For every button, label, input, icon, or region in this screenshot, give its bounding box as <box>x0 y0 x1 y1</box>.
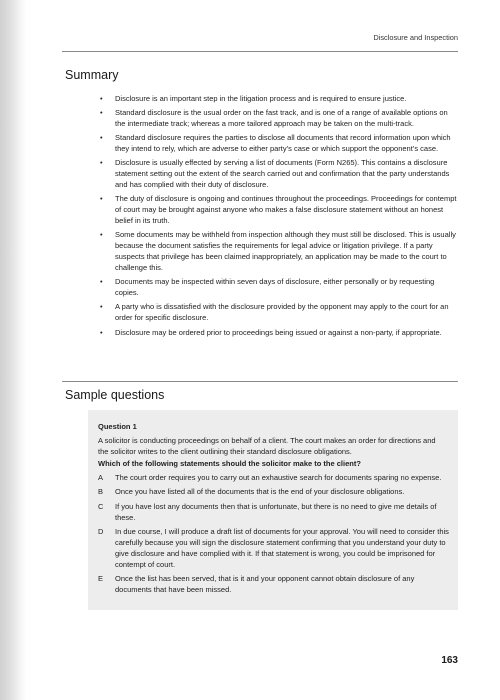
bullet-icon: • <box>100 277 103 287</box>
summary-item-text: Standard disclosure requires the parties to disclose all documents that record information upon which they intend to rely, which are adverse to either party’s case or which support the opponent’s case. <box>115 133 451 154</box>
answer-option-d <box>98 527 450 571</box>
summary-item-text: Disclosure is usually effected by serving a list of documents (Form N265). This contains a disclosure statement setting out the extent of the search carried out and confirmation that the party understands and has complied with their duty of disclosure. <box>115 158 450 190</box>
bullet-icon: • <box>100 302 103 312</box>
bullet-icon: • <box>100 158 103 168</box>
answer-option-a <box>98 473 450 484</box>
answer-options <box>98 473 450 600</box>
summary-item-text: Standard disclosure is the usual order on the fast track, and is one of a range of available options on the intermediate track; whereas a more tailored approach may be taken on the multi-track. <box>115 108 448 129</box>
page-number: 163 <box>441 655 458 666</box>
summary-item-text: A party who is dissatisfied with the disclosure provided by the opponent may apply to the court for an order for specific disclosure. <box>115 302 449 323</box>
summary-item-text: Documents may be inspected within seven days of disclosure, either personally or by requesting copies. <box>115 277 435 298</box>
summary-item <box>98 277 458 299</box>
option-letter: D <box>98 527 104 537</box>
answer-option-c <box>98 502 450 524</box>
summary-heading: Summary <box>65 68 119 82</box>
option-letter: A <box>98 473 104 482</box>
question-prompt: Which of the following statements should the solicitor make to the client? <box>98 459 361 468</box>
book-spine-shadow <box>0 0 26 700</box>
section-divider <box>62 381 458 382</box>
summary-item <box>98 158 458 191</box>
summary-item-text: Disclosure is an important step in the litigation process and is required to ensure justice. <box>115 94 407 103</box>
bullet-icon: • <box>100 230 103 240</box>
option-text: The court order requires you to carry out an exhaustive search for documents sparing no expense. <box>115 473 442 482</box>
option-letter: E <box>98 574 104 584</box>
summary-item-text: The duty of disclosure is ongoing and continues throughout the proceedings. Proceedings for contempt of court may be brought against anyone who makes a false disclosure statement without an honest belief in its truth. <box>115 194 457 226</box>
summary-item-text: Some documents may be withheld from inspection although they must still be disclosed. This is usually because the document satisfies the requirements for legal advice or litigation privilege. If a party suspects that privilege has been claimed inappropriately, an application may be made to the court to challenge this. <box>115 230 456 273</box>
summary-item-text: Disclosure may be ordered prior to proceedings being issued or against a non-party, if appropriate. <box>115 327 442 337</box>
summary-list <box>98 94 458 342</box>
bullet-icon: • <box>100 194 103 204</box>
question-stem: A solicitor is conducting proceedings on behalf of a client. The court makes an order for directions and the solicitor writes to the client outlining their standard disclosure obligations. <box>98 436 436 456</box>
answer-option-e <box>98 574 450 596</box>
summary-item <box>98 230 458 274</box>
bullet-icon: • <box>100 108 103 118</box>
summary-item <box>98 302 458 324</box>
summary-item <box>98 328 458 339</box>
question-number: Question 1 <box>98 422 137 431</box>
summary-item <box>98 194 458 227</box>
sample-questions-heading: Sample questions <box>65 388 165 402</box>
running-head: Disclosure and Inspection <box>373 33 458 42</box>
option-letter: C <box>98 501 104 511</box>
summary-item <box>98 133 458 155</box>
header-rule <box>62 51 458 52</box>
summary-item <box>98 108 458 130</box>
bullet-icon: • <box>100 94 103 103</box>
option-text: Once you have listed all of the documents that is the end of your disclosure obligations. <box>115 487 405 497</box>
bullet-icon: • <box>100 133 103 143</box>
summary-item <box>98 94 458 105</box>
bullet-icon: • <box>100 327 103 337</box>
option-text: In due course, I will produce a draft list of documents for your approval. You will need to consider this carefully because you will sign the disclosure statement confirming that you understand your duty to give disclosure and have complied with it. If that statement is wrong, you could be imprisoned for contempt of court. <box>115 527 449 569</box>
option-letter: B <box>98 487 104 497</box>
option-text: Once the list has been served, that is it and your opponent cannot obtain disclosure of any documents that have been missed. <box>115 574 415 595</box>
answer-option-b <box>98 487 450 498</box>
question-box <box>88 410 458 610</box>
option-text: If you have lost any documents then that is unfortunate, but there is no need to give me details of these. <box>115 501 437 522</box>
